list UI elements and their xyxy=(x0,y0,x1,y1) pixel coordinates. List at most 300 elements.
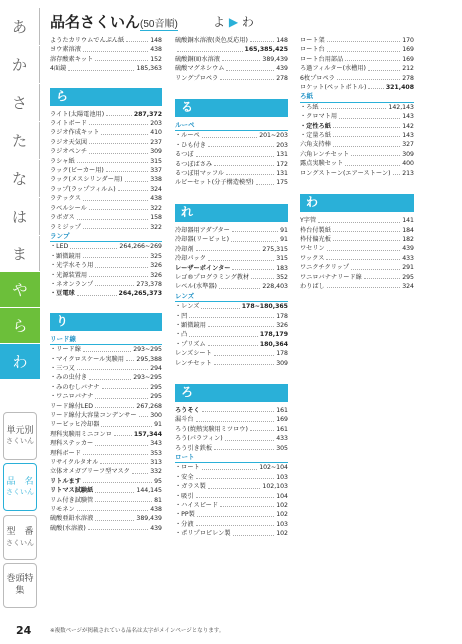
index-entry xyxy=(300,282,414,291)
leader-dots xyxy=(368,83,383,89)
index-type-tab-2[interactable] xyxy=(3,463,37,511)
leader-dots xyxy=(326,254,400,260)
entry-name: るつぼ用マッフル xyxy=(175,170,224,178)
index-entry xyxy=(175,463,288,472)
entry-name: リトマス試験紙 xyxy=(50,487,94,495)
index-entry xyxy=(50,486,162,495)
entry-name: 冷却器用アダプター xyxy=(175,226,230,234)
kana-tab-9[interactable]: ら xyxy=(0,308,40,343)
leader-dots xyxy=(201,302,239,308)
index-entry xyxy=(300,226,414,235)
entry-name: ラップ(ラップフィルム) xyxy=(50,185,116,193)
entry-pages: 102 xyxy=(276,511,288,519)
entry-name: ワックス xyxy=(300,254,325,262)
entry-name: ラボガス xyxy=(50,214,75,222)
entry-name: ロングストーン(エアーストーン) xyxy=(300,169,391,177)
entry-name: ・三つ又 xyxy=(50,364,75,372)
entry-pages: 91 xyxy=(280,236,288,244)
entry-pages: 203 xyxy=(276,141,288,149)
leader-dots xyxy=(214,444,274,450)
index-entry xyxy=(50,45,162,54)
entry-pages: 309 xyxy=(150,148,162,156)
index-entry xyxy=(50,147,162,156)
entry-name: ・凹 xyxy=(175,312,188,320)
leader-dots xyxy=(95,280,134,286)
entry-pages: 295,388 xyxy=(136,355,162,363)
index-entry xyxy=(50,280,162,289)
entry-pages: 295 xyxy=(150,383,162,391)
entry-name: Y字管 xyxy=(300,217,317,225)
entry-name: ルビーセット(分子構造模型) xyxy=(175,179,254,187)
index-entry xyxy=(300,122,414,131)
index-entry xyxy=(300,263,414,272)
entry-name: ・LED xyxy=(50,243,69,251)
leader-dots xyxy=(89,271,148,277)
subsection-heading: リード線 xyxy=(50,335,162,345)
leader-dots xyxy=(95,514,134,520)
entry-name: ・プリズム xyxy=(175,340,206,348)
leader-dots xyxy=(83,223,148,229)
index-entry xyxy=(50,458,162,467)
leader-dots xyxy=(220,501,274,507)
entry-pages: 142 xyxy=(402,122,414,130)
entry-name: ・PP製 xyxy=(175,511,195,519)
entry-pages: 161 xyxy=(276,406,288,414)
leader-dots xyxy=(220,74,274,80)
entry-name: 4面鏡 xyxy=(50,65,67,73)
kana-tab-3[interactable]: さ xyxy=(0,84,40,121)
index-entry xyxy=(50,194,162,203)
index-entry xyxy=(50,345,162,354)
entry-name: わりばし xyxy=(300,282,325,290)
leader-dots xyxy=(250,425,274,431)
leader-dots xyxy=(327,36,400,42)
leader-dots xyxy=(189,330,257,336)
leader-dots xyxy=(232,226,278,232)
entry-pages: 102,103 xyxy=(262,483,288,491)
index-entry xyxy=(175,510,288,519)
entry-name: レゴ®プログラミング教材 xyxy=(175,273,250,281)
leader-dots xyxy=(256,178,274,184)
entry-pages: 264,266~269 xyxy=(119,243,162,251)
leader-dots xyxy=(83,477,152,483)
index-entry xyxy=(175,264,288,273)
index-entry xyxy=(300,235,414,244)
leader-dots xyxy=(345,55,400,61)
index-entry xyxy=(300,36,414,45)
entry-name: リービッヒ冷却器 xyxy=(50,421,100,429)
entry-name: ラミジップ xyxy=(50,223,81,231)
index-type-tab-label: 型 番 xyxy=(6,527,34,538)
leader-dots xyxy=(333,235,400,241)
index-type-tab-1[interactable] xyxy=(3,412,37,460)
index-entry xyxy=(300,216,414,225)
entry-pages: 184 xyxy=(402,226,414,234)
page-number: 24 xyxy=(16,624,32,637)
index-entry xyxy=(50,64,162,73)
index-entry xyxy=(300,74,414,83)
entry-name: 溶存酸素キット xyxy=(50,55,94,63)
entry-pages: 352 xyxy=(276,273,288,281)
leader-dots xyxy=(196,473,275,479)
entry-pages: 203 xyxy=(150,120,162,128)
index-entry xyxy=(175,415,288,424)
entry-name: ろ過フィルター(水槽用) xyxy=(300,65,366,73)
entry-pages: 95 xyxy=(154,477,162,485)
entry-name: 理科実験用ミニコンロ xyxy=(50,430,112,438)
leader-dots xyxy=(214,160,274,166)
entry-name: ろう(焼熱実験用ミツロウ) xyxy=(175,425,248,433)
kana-tab-10[interactable]: わ xyxy=(0,344,40,379)
entry-name: リード線付LED xyxy=(50,402,94,410)
entry-pages: 158 xyxy=(150,214,162,222)
entry-pages: 322 xyxy=(150,223,162,231)
entry-pages: 212 xyxy=(402,65,414,73)
entry-name: ・凸 xyxy=(175,331,188,339)
index-entry xyxy=(175,254,288,263)
leader-dots xyxy=(83,449,148,455)
entry-pages: 185,363 xyxy=(136,65,162,73)
index-entry xyxy=(175,150,288,159)
leader-dots xyxy=(202,463,257,469)
index-entry xyxy=(300,64,414,73)
entry-name: ラジオ作成キット xyxy=(50,129,100,137)
index-entry xyxy=(50,185,162,194)
index-entry xyxy=(175,492,288,501)
entry-name: るつぼばさみ xyxy=(175,160,213,168)
index-entry xyxy=(175,340,288,349)
leader-dots xyxy=(196,520,275,526)
subsection-heading: ロート xyxy=(175,453,288,463)
leader-dots xyxy=(327,244,400,250)
section-heading: わ xyxy=(300,194,414,212)
leader-dots xyxy=(345,159,400,165)
leader-dots xyxy=(321,103,387,109)
entry-name: ・光学水そう用 xyxy=(50,262,94,270)
entry-pages: 152 xyxy=(150,55,162,63)
entry-pages: 278 xyxy=(276,74,288,82)
index-entry xyxy=(50,514,162,523)
leader-dots xyxy=(226,169,274,175)
entry-name: ラック(ビーカー用) xyxy=(50,167,104,175)
entry-pages: 278 xyxy=(402,74,414,82)
leader-dots xyxy=(83,45,148,51)
entry-pages: 170 xyxy=(402,37,414,44)
entry-pages: 305 xyxy=(276,444,288,452)
index-entry xyxy=(300,112,414,121)
kana-range: よ ▶ わ xyxy=(213,15,254,29)
subsection-heading: ランプ xyxy=(50,232,162,242)
leader-dots xyxy=(101,420,152,426)
index-entry xyxy=(175,501,288,510)
index-entry xyxy=(50,204,162,213)
entry-name: ろうそく xyxy=(175,406,200,414)
entry-pages: 410 xyxy=(150,129,162,137)
entry-name: ラック(メスシリンダー用) xyxy=(50,176,123,184)
leader-dots xyxy=(89,119,148,125)
index-type-tab-label: 品 名 xyxy=(6,476,34,487)
leader-dots xyxy=(83,194,148,200)
index-entry xyxy=(300,150,414,159)
index-entry xyxy=(50,430,162,439)
entry-name: ・ポリプロピレン製 xyxy=(175,530,231,538)
entry-pages: 228,403 xyxy=(262,283,288,291)
entry-name: ・ネオンランプ xyxy=(50,280,94,288)
leader-dots xyxy=(95,496,152,502)
index-column-2 xyxy=(175,36,288,539)
index-entry xyxy=(50,449,162,458)
entry-pages: 343 xyxy=(150,440,162,448)
index-entry xyxy=(175,235,288,244)
kana-tab-8[interactable]: や xyxy=(0,272,40,307)
index-type-tab-3[interactable] xyxy=(3,515,37,560)
index-entry xyxy=(175,64,288,73)
entry-name: リード線付大容量コンデンサー xyxy=(50,412,137,419)
index-entry xyxy=(175,245,288,254)
entry-name: レベル(水準器) xyxy=(175,283,217,291)
index-entry xyxy=(175,425,288,434)
entry-pages: 293~295 xyxy=(133,346,162,354)
kana-tab-4[interactable]: た xyxy=(0,122,40,159)
entry-name: 硫酸マグネシウム xyxy=(175,65,225,73)
entry-name: 六角支持棒 xyxy=(300,141,331,149)
entry-name: 硫酸銅水溶液(炎色反応用) xyxy=(175,37,248,44)
leader-dots xyxy=(333,140,400,146)
entry-pages: 327 xyxy=(402,141,414,149)
leader-dots xyxy=(333,226,400,232)
entry-name: ・定量ろ紙 xyxy=(300,132,331,140)
index-entry xyxy=(50,252,162,261)
index-entry xyxy=(50,505,162,514)
entry-name: ・豆電球 xyxy=(50,290,75,298)
leader-dots xyxy=(77,157,149,163)
leader-dots xyxy=(102,383,149,389)
index-entry xyxy=(50,392,162,401)
entry-pages: 81 xyxy=(154,496,162,504)
entry-pages: 438 xyxy=(150,46,162,54)
entry-pages: 157,344 xyxy=(133,430,162,438)
entry-pages: 178,179 xyxy=(259,331,288,339)
entry-name: 冷却パック xyxy=(175,255,206,263)
index-column-3 xyxy=(300,36,414,291)
leader-dots xyxy=(368,64,400,70)
entry-name: 硫酸銅(Ⅱ)水溶液 xyxy=(175,55,220,63)
index-entry xyxy=(50,411,162,420)
entry-pages: 309 xyxy=(402,150,414,158)
leader-dots xyxy=(208,254,274,260)
index-entry xyxy=(175,529,288,538)
leader-dots xyxy=(106,110,132,116)
entry-name: リモネン xyxy=(50,506,75,514)
index-entry xyxy=(175,74,288,83)
index-entry xyxy=(175,520,288,529)
entry-name: 理科ステッカー xyxy=(50,440,94,448)
entry-name: ロケット(ペットボトル) xyxy=(300,84,367,92)
entry-name: ・ろ紙 xyxy=(300,103,319,111)
kana-tab-1[interactable]: あ xyxy=(0,8,40,45)
entry-pages: 264,265,373 xyxy=(118,290,162,298)
entry-name: ・光源装置用 xyxy=(50,271,88,279)
entry-pages: 293~295 xyxy=(133,374,162,382)
entry-pages: 326 xyxy=(150,262,162,270)
index-column-1 xyxy=(50,36,162,533)
entry-name: ラシャ紙 xyxy=(50,157,75,165)
entry-name: ・吸引 xyxy=(175,492,194,500)
entry-pages: 131 xyxy=(276,151,288,159)
index-entry xyxy=(300,254,414,263)
leader-dots xyxy=(197,510,274,516)
index-entry xyxy=(175,36,288,45)
entry-pages: 103 xyxy=(276,473,288,481)
leader-dots xyxy=(231,235,278,241)
leader-dots xyxy=(364,273,400,279)
leader-dots xyxy=(95,55,148,61)
entry-pages: 102~104 xyxy=(259,464,288,472)
leader-dots xyxy=(202,131,257,137)
index-entry xyxy=(175,321,288,330)
entry-pages: 433 xyxy=(402,254,414,262)
entry-name: ・ひも付き xyxy=(175,141,206,149)
leader-dots xyxy=(114,430,132,436)
index-entry xyxy=(175,178,288,187)
leader-dots xyxy=(196,245,261,251)
entry-name: ラテックス xyxy=(50,195,81,203)
leader-dots xyxy=(351,263,400,269)
index-entry xyxy=(50,420,162,429)
entry-name: ラジオ天気図 xyxy=(50,138,88,146)
leader-dots xyxy=(89,147,148,153)
entry-pages: 161 xyxy=(276,425,288,433)
leader-dots xyxy=(100,458,148,464)
index-entry xyxy=(50,55,162,64)
entry-pages: 321,408 xyxy=(385,84,414,92)
entry-name: ・ルーペ xyxy=(175,132,200,140)
entry-name: ロート台 xyxy=(300,46,325,54)
index-entry xyxy=(300,244,414,253)
entry-name: ・ワニロバナナ xyxy=(50,393,94,401)
entry-name: ラジオペンチ xyxy=(50,148,88,156)
entry-name: レンチセット xyxy=(175,359,212,367)
entry-name: 六角レンチセット xyxy=(300,150,350,158)
entry-name: 枠付偏光板 xyxy=(300,235,331,243)
entry-name: ヨウ素溶液 xyxy=(50,46,81,54)
entry-pages: 148 xyxy=(276,37,288,44)
kana-tab-7[interactable]: ま xyxy=(0,236,40,271)
footnote: ※複数ページが掲載されている品名は太字がメインページとなります。 xyxy=(50,628,225,634)
entry-name: ろう引き鉄板 xyxy=(175,444,213,452)
index-entry xyxy=(50,355,162,364)
leader-dots xyxy=(219,282,260,288)
entry-name: ろう(パラフィン) xyxy=(175,435,223,443)
kana-tab-5[interactable]: な xyxy=(0,160,40,197)
index-entry xyxy=(50,373,162,382)
index-entry xyxy=(300,45,414,54)
kana-tab-2[interactable]: か xyxy=(0,46,40,83)
index-entry xyxy=(50,157,162,166)
index-type-tab-4[interactable] xyxy=(3,563,37,608)
entry-pages: 439 xyxy=(402,245,414,253)
entry-pages: 102 xyxy=(276,502,288,510)
entry-name: ワセリン xyxy=(300,245,325,253)
index-entry xyxy=(50,223,162,232)
leader-dots xyxy=(126,36,148,42)
index-entry xyxy=(175,330,288,339)
leader-dots xyxy=(214,359,274,365)
entry-pages: 275,315 xyxy=(262,245,288,253)
entry-pages: 104 xyxy=(276,492,288,500)
entry-name: るつぼ xyxy=(175,151,194,159)
index-entry xyxy=(175,282,288,291)
index-entry xyxy=(50,175,162,184)
entry-pages: 180,364 xyxy=(259,340,288,348)
leader-dots xyxy=(222,55,260,61)
entry-name: ・顕微鏡用 xyxy=(50,252,81,260)
leader-dots xyxy=(208,340,258,346)
entry-name: ・分液 xyxy=(175,520,194,528)
entry-pages: 326 xyxy=(276,321,288,329)
leader-dots xyxy=(77,213,148,219)
entry-pages: 172 xyxy=(276,160,288,168)
entry-name: レーザーポインター xyxy=(175,264,231,272)
entry-name: ・みのむしバナナ xyxy=(50,383,100,391)
leader-dots xyxy=(208,141,274,147)
entry-name: ・レンズ xyxy=(175,303,200,311)
leader-dots xyxy=(189,312,274,318)
entry-pages: 439 xyxy=(150,524,162,532)
entry-pages: 103 xyxy=(276,520,288,528)
leader-dots xyxy=(77,505,148,511)
leader-dots xyxy=(95,392,148,398)
leader-dots xyxy=(202,406,274,412)
index-entry xyxy=(175,406,288,415)
entry-pages: 141 xyxy=(402,217,414,225)
entry-name: 立体オメガブリーフ型マスク xyxy=(50,468,130,476)
index-entry xyxy=(50,261,162,270)
index-entry xyxy=(50,477,162,486)
index-entry xyxy=(175,473,288,482)
index-entry xyxy=(300,159,414,168)
leader-dots xyxy=(125,175,149,181)
entry-name: ・ロート xyxy=(175,464,200,472)
leader-dots xyxy=(226,64,274,70)
entry-pages: 287,372 xyxy=(133,110,162,118)
entry-pages: 295 xyxy=(402,273,414,281)
index-type-tab-label: 巻頭特集 xyxy=(6,573,34,596)
leader-dots xyxy=(196,150,275,156)
index-entry xyxy=(300,55,414,64)
subsection-heading: ろ紙 xyxy=(300,92,414,102)
leader-dots xyxy=(88,524,148,530)
leader-dots xyxy=(95,261,148,267)
index-entry xyxy=(300,131,414,140)
leader-dots xyxy=(68,64,134,70)
index-entry xyxy=(175,169,288,178)
index-entry xyxy=(175,160,288,169)
entry-name: 枠台付製紙 xyxy=(300,226,331,234)
leader-dots xyxy=(196,492,275,498)
kana-tab-6[interactable]: は xyxy=(0,198,40,235)
entry-pages: 337 xyxy=(150,167,162,175)
leader-dots xyxy=(208,321,274,327)
entry-pages: 169 xyxy=(402,55,414,63)
entry-pages: 338 xyxy=(150,176,162,184)
index-entry xyxy=(50,271,162,280)
entry-name: ・リード線 xyxy=(50,346,81,354)
leader-dots xyxy=(126,355,135,361)
leader-dots xyxy=(106,166,148,172)
entry-name: ・顕微鏡用 xyxy=(175,321,206,329)
entry-pages: 165,385,425 xyxy=(244,46,288,54)
